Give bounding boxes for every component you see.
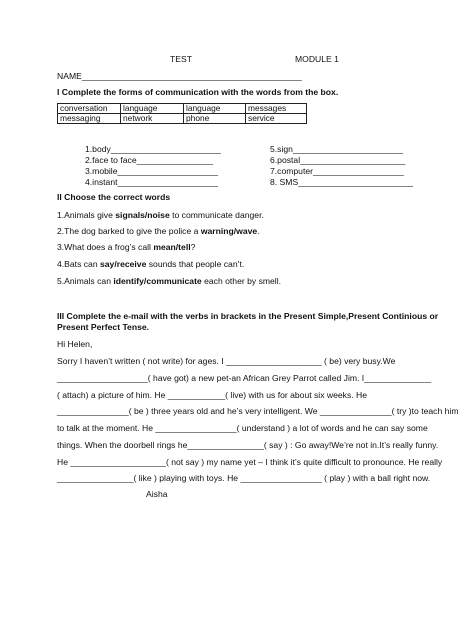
name-line: NAME______________________________________________ [57,71,302,81]
section3-title-line1: III Complete the e-mail with the verbs in brackets in the Present Simple,Present Continious or [57,311,439,321]
email-line: He ____________________( not say ) my name yet – I think it’s quite difficult to pronounce. He really [57,457,443,467]
choose-item-text: to communicate danger. [169,210,264,220]
module-heading: MODULE 1 [295,54,339,64]
choose-item-text: 1.Animals give [57,210,116,220]
item-3-mobile: 3.mobile_____________________ [85,166,218,176]
choose-item-text: . [257,226,260,236]
choose-item-options: signals/noise [115,210,170,220]
word-box-cell: messages [246,104,307,114]
email-line: things. When the doorbell rings he________________( say ) : Go away!We’re not in.It’s really funny. [57,440,439,450]
section2-title: II Choose the correct words [57,192,171,202]
email-line: to talk at the moment. He _________________( understand ) a lot of words and he can say some [57,423,428,433]
choose-item-options: say/receive [100,259,147,269]
email-line: _______________( be ) three years old and he’s very intelligent. We _______________( try )to teach him [57,406,459,416]
choose-item-text: 2.The dog barked to give the police a [57,226,201,236]
item-7-computer: 7.computer___________________ [270,166,404,176]
email-greeting: Hi Helen, [57,339,93,349]
email-signature: Aisha [146,489,168,499]
word-box-row [58,104,307,114]
choose-item-3 [57,242,195,253]
choose-item-5 [57,276,281,287]
word-box-row [58,114,307,124]
section3-title-line2: Present Perfect Tense. [57,322,150,332]
choose-item-options: mean/tell [153,242,191,252]
item-4-instant: 4.instant_____________________ [85,177,218,187]
choose-item-text: 4.Bats can [57,259,100,269]
email-line: ( attach) a picture of him. He ____________( live) with us for about six weeks. He [57,390,368,400]
item-8-sms: 8. SMS________________________ [270,177,413,187]
choose-item-text: each other by smell. [201,276,282,286]
item-2-face-to-face: 2.face to face________________ [85,155,214,165]
word-box-cell: conversation [58,104,121,114]
choose-item-text: ? [190,242,196,252]
choose-item-1 [57,210,264,221]
word-box-cell: service [246,114,307,124]
choose-item-options: warning/wave [200,226,258,236]
word-box-cell: language [121,104,184,114]
word-box-cell: messaging [58,114,121,124]
choose-item-text: 3.What does a frog’s call [57,242,154,252]
choose-item-4 [57,259,244,270]
word-box-cell: phone [184,114,246,124]
item-6-postal: 6.postal______________________ [270,155,406,165]
choose-item-text: sounds that people can’t. [146,259,245,269]
item-1-body: 1.body_______________________ [85,144,221,154]
test-heading: TEST [170,54,192,64]
email-line: Sorry I haven’t written ( not write) for ages. I ____________________ ( be) very busy.We [57,356,396,366]
choose-item-text: 5.Animals can [57,276,114,286]
word-box [57,103,307,124]
word-box-cell: language [184,104,246,114]
section1-title: I Complete the forms of communication with the words from the box. [57,87,339,97]
item-5-sign: 5.sign_______________________ [270,144,403,154]
email-line: ___________________( have got) a new pet-an African Grey Parrot called Jim. I______________ [57,373,432,383]
choose-item-options: identify/communicate [113,276,202,286]
choose-item-2 [57,226,260,237]
email-line: ________________( like ) playing with toys. He _________________ ( play ) with a ball right now. [57,473,431,483]
word-box-cell: network [121,114,184,124]
